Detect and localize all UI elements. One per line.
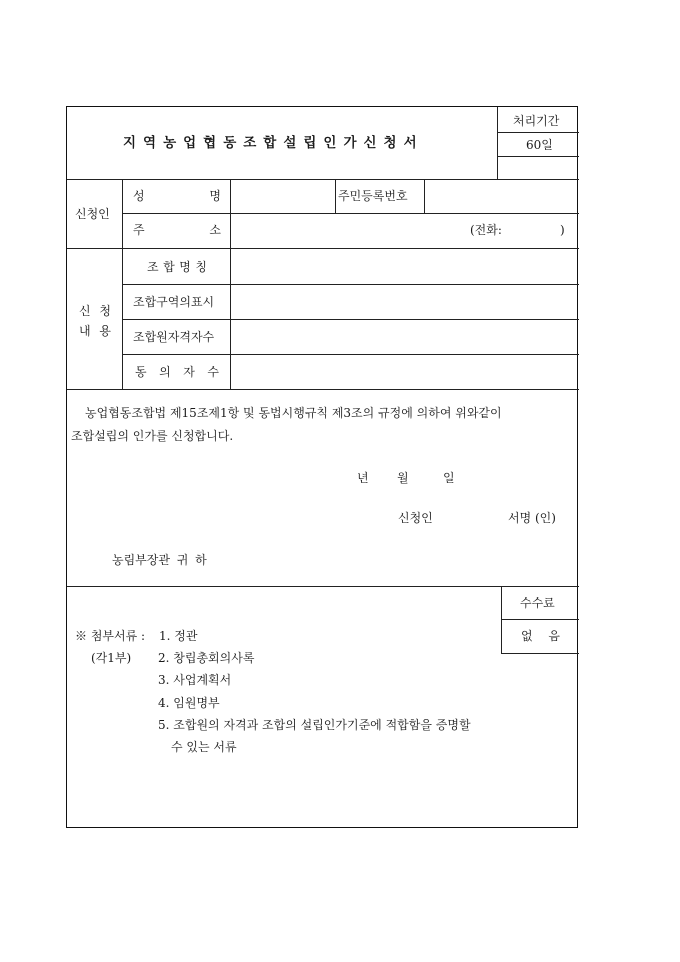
attachment-item: 1. 정관 bbox=[159, 629, 198, 643]
processing-period-label: 처리기간 bbox=[513, 114, 560, 128]
date-day-label: 일 bbox=[443, 471, 455, 485]
name-label bbox=[133, 189, 221, 203]
union-name-label bbox=[147, 260, 207, 274]
attachment-item: 2. 창립총회의사록 bbox=[158, 651, 255, 665]
application-form bbox=[66, 106, 578, 828]
label-char: 합 bbox=[163, 260, 175, 274]
date-month-label: 월 bbox=[397, 471, 409, 485]
section-char: 내 bbox=[79, 324, 91, 338]
name-field[interactable] bbox=[232, 182, 334, 211]
resident-no-field[interactable] bbox=[426, 182, 576, 211]
attachment-item-continued: 수 있는 서류 bbox=[171, 740, 237, 754]
section-char: 신 bbox=[79, 304, 91, 318]
applicant-sign-label: 신청인 bbox=[398, 511, 433, 525]
application-section-label bbox=[79, 304, 111, 318]
label-char: 조 bbox=[147, 260, 159, 274]
address-label bbox=[133, 223, 221, 237]
attachment-item: 5. 조합원의 자격과 조합의 설립인가기준에 적합함을 증명할 bbox=[158, 718, 471, 732]
section-line bbox=[67, 389, 579, 390]
application-section-label bbox=[79, 324, 111, 338]
phone-label: (전화: bbox=[470, 223, 502, 237]
union-area-field[interactable] bbox=[232, 287, 576, 317]
fee-box-line bbox=[501, 619, 579, 620]
applicant-section-label: 신청인 bbox=[75, 207, 110, 221]
resident-no-divider bbox=[424, 179, 425, 213]
label-char: 의 bbox=[159, 365, 171, 379]
processing-box-divider bbox=[497, 107, 498, 179]
row-line bbox=[122, 319, 579, 320]
form-title: 지역농업협동조합설립인가신청서 bbox=[123, 135, 424, 151]
name-label-char: 명 bbox=[209, 189, 221, 203]
attachments-heading: ※ 첨부서류 : bbox=[75, 629, 146, 643]
fee-label: 수수료 bbox=[520, 596, 555, 610]
union-name-field[interactable] bbox=[232, 251, 576, 281]
section-line bbox=[67, 586, 579, 587]
attachment-item: 3. 사업계획서 bbox=[158, 673, 232, 687]
section-char: 청 bbox=[99, 304, 111, 318]
address-label-char: 주 bbox=[133, 223, 145, 237]
signature-label: 서명 (인) bbox=[508, 511, 556, 525]
consenters-field[interactable] bbox=[232, 357, 576, 387]
row-line bbox=[122, 213, 579, 214]
processing-box-line bbox=[497, 156, 579, 157]
label-char: 동 bbox=[135, 365, 147, 379]
union-area-label: 조합구역의표시 bbox=[133, 295, 215, 309]
header-bottom-line bbox=[67, 179, 579, 180]
label-char: 수 bbox=[207, 365, 219, 379]
statement-line: 농업협동조합법 제15조제1항 및 동법시행규칙 제3조의 규정에 의하여 위와같이 bbox=[85, 406, 502, 420]
qualified-members-label: 조합원자격자수 bbox=[133, 330, 215, 344]
phone-field[interactable] bbox=[512, 216, 558, 245]
resident-no-label: 주민등록번호 bbox=[338, 189, 408, 203]
phone-close-paren: ) bbox=[560, 223, 565, 237]
label-char: 자 bbox=[183, 365, 195, 379]
label-char: 명 bbox=[179, 260, 191, 274]
fee-box-line bbox=[501, 653, 579, 654]
address-field[interactable] bbox=[232, 216, 462, 245]
date-year-label: 년 bbox=[357, 471, 369, 485]
address-label-char: 소 bbox=[209, 223, 221, 237]
addressee: 농림부장관 귀 하 bbox=[112, 553, 207, 567]
copies-note: (각1부) bbox=[91, 651, 132, 665]
statement-line: 조합설립의 인가를 신청합니다. bbox=[71, 429, 234, 443]
resident-no-divider bbox=[335, 179, 336, 213]
row-line bbox=[122, 354, 579, 355]
fee-value: 없 음 bbox=[521, 629, 560, 643]
name-label-char: 성 bbox=[133, 189, 145, 203]
section-char: 용 bbox=[99, 324, 111, 338]
consenters-label bbox=[135, 365, 219, 379]
processing-period-value: 60일 bbox=[526, 138, 553, 152]
processing-box-line bbox=[497, 132, 579, 133]
label-char: 칭 bbox=[195, 260, 207, 274]
qualified-members-field[interactable] bbox=[232, 322, 576, 352]
row-line bbox=[122, 284, 579, 285]
attachment-item: 4. 임원명부 bbox=[158, 696, 220, 710]
section-line bbox=[67, 248, 579, 249]
